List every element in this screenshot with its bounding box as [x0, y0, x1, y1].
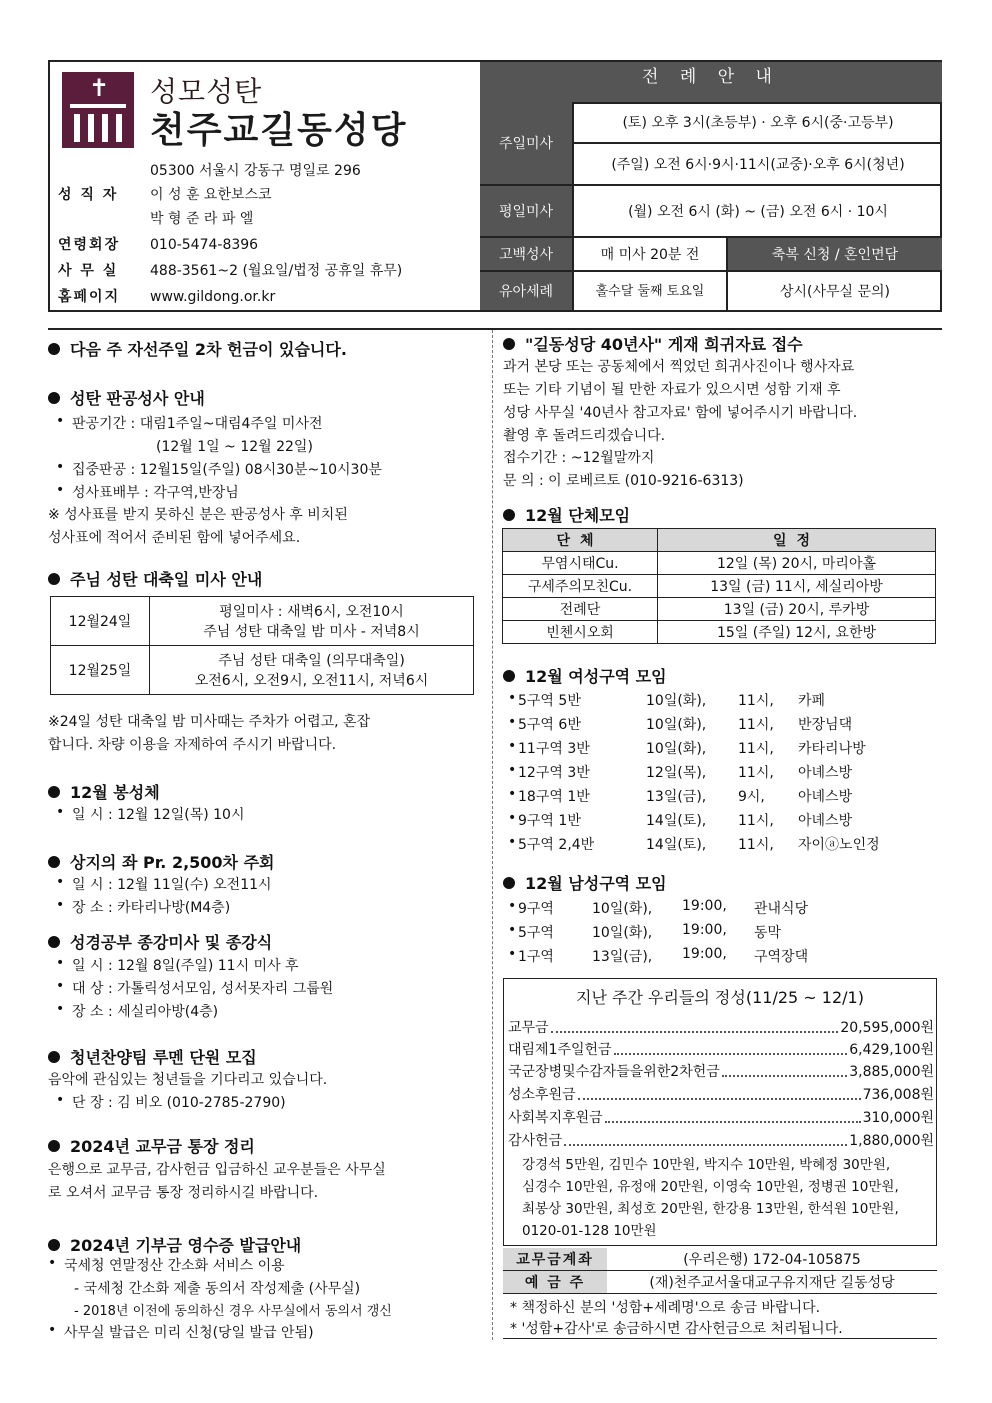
section-bible-study [48, 930, 272, 953]
offering-name: 성소후원금 [508, 1087, 576, 1103]
date: 10일(화), [646, 741, 707, 757]
section-second-collection [48, 337, 347, 360]
remit-note-1: * 책정하신 분의 '성함+세례명'으로 송금 바랍니다. [510, 1300, 821, 1316]
remit-note-2: * '성함+감사'로 송금하시면 감사헌금으로 처리됩니다. [510, 1321, 843, 1337]
time: 11시, [738, 837, 774, 853]
xmas-date: 12월25일 [51, 646, 150, 695]
table-row [51, 646, 474, 695]
offering-amount: 310,000원 [862, 1110, 934, 1126]
bullet-icon [48, 786, 60, 798]
thanks-line-4: 0120-01-128 10만원 [522, 1223, 657, 1239]
time: 11시, [738, 741, 774, 757]
time: 19:00, [682, 946, 727, 962]
section-women-zones [503, 664, 667, 687]
zone: 5구역 5반 [518, 693, 581, 709]
table-header [503, 529, 936, 552]
time: 19:00, [682, 922, 727, 938]
bullet-icon [48, 856, 60, 868]
thanks-line-3: 최봉상 30만원, 최성호 20만원, 한강용 13만원, 한석원 10만원, [522, 1201, 899, 1217]
section-title: 12월 단체모임 [525, 506, 631, 525]
receipt-line-2: - 국세청 간소화 제출 동의서 작성제출 (사무실) [74, 1281, 361, 1297]
time: 11시, [738, 717, 774, 733]
holder-value: (재)천주교서울대교구유지재단 길동성당 [649, 1275, 895, 1291]
legion-time: • 일 시 : 12월 11일(수) 오전11시 [72, 874, 272, 894]
offering-row [508, 1017, 934, 1037]
weekday-mass-line: (월) 오전 6시 (화) ~ (금) 오전 6시 · 10시 [572, 186, 942, 238]
offering-name: 대림제1주일헌금 [508, 1042, 612, 1058]
history-line-2: 또는 기타 기념이 될 만한 자료가 있으시면 성함 기재 후 [503, 382, 841, 398]
priest-name-1: 이 성 훈 요한보스코 [150, 187, 272, 203]
priest-name-2: 박 형 준 라 파 엘 [150, 211, 254, 227]
footer-rule [503, 1338, 937, 1339]
date: 13일(금), [592, 949, 653, 965]
date: 14일(토), [646, 837, 707, 853]
section-title: 청년찬양팀 루멘 단원 모집 [70, 1048, 257, 1067]
office-label: 사 무 실 [58, 263, 119, 279]
section-communion [48, 780, 160, 803]
table-row [503, 552, 936, 575]
place: 반장님댁 [798, 717, 853, 733]
church-info [50, 62, 480, 310]
confession-value: 매 미사 20분 전 [572, 238, 726, 272]
holder-label: 예 금 주 [503, 1271, 607, 1294]
bible-place: • 장 소 : 세실리아방(4층) [72, 1001, 218, 1021]
section-legion [48, 850, 275, 873]
priest-row [58, 184, 272, 204]
time: 11시, [738, 693, 774, 709]
column-divider [492, 330, 493, 1340]
legion-place: • 장 소 : 카타리나방(M4층) [72, 897, 230, 917]
bullet-icon [48, 1051, 60, 1063]
offering-amount: 6,429,100원 [849, 1042, 934, 1058]
homepage-row [58, 286, 275, 306]
table-row [503, 621, 936, 644]
baptism-note: 상시(사무실 문의) [726, 272, 942, 310]
offering-name: 국군장병및수감자들을위한2차헌금 [508, 1064, 720, 1080]
xmas-line: 주님 성탄 대축일 밤 미사 - 저녁8시 [203, 624, 420, 640]
offering-title: 지난 주간 우리들의 정성(11/25 ~ 12/1) [576, 988, 864, 1007]
choir-leader: • 단 장 : 김 비오 (010-2785-2790) [72, 1092, 286, 1112]
council-phone: 010-5474-8396 [150, 237, 259, 253]
offering-name: 감사헌금 [508, 1133, 563, 1149]
baptism-label: 유아세례 [480, 272, 572, 310]
xmas-date: 12월24일 [51, 597, 150, 646]
bulletin-header [48, 60, 942, 312]
sunday-mass-line1: (토) 오후 3시(초등부) · 오후 6시(중·고등부) [572, 102, 942, 144]
account-label: 교무금계좌 [503, 1248, 607, 1271]
section-title: 성탄 판공성사 안내 [70, 389, 205, 408]
offering-amount: 20,595,000원 [840, 1020, 934, 1036]
time: 11시, [738, 813, 774, 829]
date: 10일(화), [646, 693, 707, 709]
col-group: 단체 [503, 529, 658, 552]
table-row [51, 597, 474, 646]
group-name: 무염시태Cu. [503, 552, 658, 575]
zone: 5구역 [518, 925, 554, 941]
place: 카페 [798, 693, 826, 709]
history-line-1: 과거 본당 또는 공동체에서 찍었던 희귀사진이나 행사자료 [503, 359, 855, 375]
thanks-line-2: 심경수 10만원, 유정애 20만원, 이영숙 10만원, 정병권 10만원, [522, 1179, 899, 1195]
table-row [503, 575, 936, 598]
passbook-line-1: 은행으로 교무금, 감사헌금 입금하신 교우분들은 사무실 [48, 1162, 386, 1178]
place: 관내식당 [754, 901, 809, 917]
time: 11시, [738, 765, 774, 781]
homepage-link[interactable]: www.gildong.or.kr [150, 289, 276, 305]
history-line-3: 성당 사무실 '40년사 참고자료' 함에 넣어주시기 바랍니다. [503, 405, 858, 421]
xmas-line: 주님 성탄 대축일 (의무대축일) [218, 653, 405, 669]
date: 12일(목), [646, 765, 707, 781]
section-group-meetings [503, 503, 630, 526]
bullet-icon [503, 670, 515, 682]
group-when: 15일 (주일) 12시, 요한방 [658, 621, 936, 644]
section-40th-history [503, 332, 803, 355]
group-name: 전례단 [503, 598, 658, 621]
place: 카타리나방 [798, 741, 866, 757]
offering-box [503, 978, 937, 1246]
bullet-icon [503, 509, 515, 521]
offering-row [508, 1130, 934, 1150]
bullet-icon [48, 1239, 60, 1251]
zone: 5구역 6반 [518, 717, 581, 733]
zone: 5구역 2,4반 [518, 837, 595, 853]
section-title: 상지의 좌 Pr. 2,500차 주회 [70, 853, 275, 872]
section-christmas-mass [48, 567, 262, 590]
history-line-5: 접수기간 : ~12월말까지 [503, 450, 655, 466]
offering-amount: 1,880,000원 [849, 1133, 934, 1149]
christmas-mass-table [50, 596, 474, 695]
section-receipt [48, 1233, 301, 1256]
offering-name: 사회복지후원금 [508, 1110, 603, 1126]
communion-time: • 일 시 : 12월 12일(목) 10시 [72, 804, 244, 824]
group-when: 12일 (목) 20시, 마리아홀 [658, 552, 936, 575]
offering-amount: 3,885,000원 [849, 1064, 934, 1080]
section-passbook [48, 1134, 255, 1157]
table-row [503, 1271, 937, 1294]
group-name: 구세주의모친Cu. [503, 575, 658, 598]
zone: 11구역 3반 [518, 741, 590, 757]
zone: 18구역 1반 [518, 789, 590, 805]
church-pillars-icon [70, 104, 126, 142]
zone: 1구역 [518, 949, 554, 965]
xmas-times [150, 597, 474, 646]
sunday-mass-line2: (주일) 오전 6시·9시·11시(교중)·오후 6시(청년) [572, 144, 942, 186]
church-logo [62, 72, 134, 148]
xmas-line: 오전6시, 오전9시, 오전11시, 저녁6시 [194, 673, 429, 689]
account-value: (우리은행) 172-04-105875 [683, 1252, 861, 1268]
offering-row [508, 1084, 934, 1104]
account-table [503, 1248, 937, 1294]
confession-note-2: 성사표에 적어서 준비된 함에 넣어주세요. [48, 530, 301, 546]
church-subtitle: 성모성탄 [150, 75, 263, 108]
place: 아녜스방 [798, 813, 853, 829]
priest-row-2 [58, 208, 253, 228]
place: 아녜스방 [798, 789, 853, 805]
sunday-mass-label: 주일미사 [480, 102, 572, 186]
blessing-request: 축복 신청 / 혼인면담 [726, 238, 942, 272]
confession-note-1: ※ 성사표를 받지 못하신 분은 판공성사 후 비치된 [48, 507, 348, 523]
date: 14일(토), [646, 813, 707, 829]
baptism-value: 홀수달 둘째 토요일 [572, 272, 726, 310]
offering-row [508, 1039, 934, 1059]
section-title: 12월 여성구역 모임 [525, 667, 667, 686]
choir-desc: 음악에 관심있는 청년들을 기다리고 있습니다. [48, 1072, 328, 1088]
priest-label: 성 직 자 [58, 187, 119, 203]
group-when: 13일 (금) 20시, 루카방 [658, 598, 936, 621]
zone: 9구역 [518, 901, 554, 917]
offering-row [508, 1107, 934, 1127]
place: 구역장댁 [754, 949, 809, 965]
church-address: 05300 서울시 강동구 명일로 296 [150, 163, 361, 179]
xmas-times [150, 646, 474, 695]
cross-icon: ✝ [89, 74, 110, 102]
section-men-zones [503, 871, 667, 894]
bullet-icon [48, 343, 60, 355]
offering-amount: 736,008원 [862, 1087, 934, 1103]
xmas-line: 평일미사 : 새벽6시, 오전10시 [219, 604, 404, 620]
offering-row [508, 1061, 934, 1081]
receipt-line-3: - 2018년 이전에 동의하신 경우 사무실에서 동의서 갱신 [74, 1304, 392, 1319]
receipt-line-1: • 국세청 연말정산 간소화 서비스 이용 [64, 1255, 285, 1275]
section-title: 12월 남성구역 모임 [525, 874, 667, 893]
section-title: 2024년 기부금 영수증 발급안내 [70, 1236, 302, 1255]
council-row [58, 234, 258, 254]
place: 아녜스방 [798, 765, 853, 781]
time: 19:00, [682, 898, 727, 914]
bullet-icon [48, 936, 60, 948]
liturgy-schedule [480, 62, 940, 310]
date: 10일(화), [592, 901, 653, 917]
bullet-icon [48, 573, 60, 585]
confession-label: 고백성사 [480, 238, 572, 272]
section-title: 주님 성탄 대축일 미사 안내 [70, 570, 263, 589]
zone: 9구역 1반 [518, 813, 581, 829]
col-schedule: 일정 [658, 529, 936, 552]
council-label: 연령회장 [58, 237, 121, 253]
confession-dates: (12월 1일 ~ 12월 22일) [156, 439, 313, 455]
homepage-label: 홈페이지 [58, 289, 121, 305]
confession-period: • 판공기간 : 대림1주일~대림4주일 미사전 [72, 413, 322, 433]
zone: 12구역 3반 [518, 765, 590, 781]
offering-name: 교무금 [508, 1020, 549, 1036]
group-meeting-table [502, 528, 936, 644]
parking-note-1: ※24일 성탄 대축일 밤 미사때는 주차가 어렵고, 혼잡 [48, 714, 371, 730]
confession-ticket: • 성사표배부 : 각구역,반장님 [72, 482, 239, 502]
group-name: 빈첸시오회 [503, 621, 658, 644]
place: 자이ⓐ노인정 [798, 837, 880, 853]
history-contact: 문 의 : 이 로베르토 (010-9216-6313) [503, 473, 744, 489]
date: 10일(화), [592, 925, 653, 941]
group-when: 13일 (금) 11시, 세실리아방 [658, 575, 936, 598]
section-choir-recruit [48, 1045, 257, 1068]
section-title: 2024년 교무금 통장 정리 [70, 1137, 255, 1156]
bullet-icon [503, 338, 515, 350]
bullet-icon [503, 877, 515, 889]
date: 10일(화), [646, 717, 707, 733]
receipt-line-4: • 사무실 발급은 미리 신청(당일 발급 안됨) [64, 1322, 314, 1342]
parking-note-2: 합니다. 차량 이용을 자제하여 주시기 바랍니다. [48, 737, 337, 753]
section-christmas-confession [48, 386, 205, 409]
office-row [58, 260, 402, 280]
weekday-mass-label: 평일미사 [480, 186, 572, 238]
history-line-4: 촬영 후 돌려드리겠습니다. [503, 428, 666, 444]
table-row [503, 598, 936, 621]
bullet-icon [48, 1140, 60, 1152]
divider [48, 328, 942, 330]
section-title: 성경공부 종강미사 및 종강식 [70, 933, 273, 952]
bible-time: • 일 시 : 12월 8일(주일) 11시 미사 후 [72, 955, 299, 975]
bullet-icon [48, 392, 60, 404]
section-title: "길동성당 40년사" 게재 희귀자료 접수 [525, 335, 803, 354]
place: 동막 [754, 925, 782, 941]
section-title: 다음 주 자선주일 2차 헌금이 있습니다. [70, 340, 347, 359]
office-phone: 488-3561~2 (월요일/법정 공휴일 휴무) [150, 263, 403, 279]
church-name: 천주교길동성당 [150, 110, 408, 151]
date: 13일(금), [646, 789, 707, 805]
passbook-line-2: 로 오셔서 교무금 통장 정리하시길 바랍니다. [48, 1185, 319, 1201]
confession-focus: • 집중판공 : 12월15일(주일) 08시30분~10시30분 [72, 459, 382, 479]
bible-target: • 대 상 : 가톨릭성서모임, 성서못자리 그룹원 [72, 978, 333, 998]
thanks-line-1: 강경석 5만원, 김민수 10만원, 박지수 10만원, 박혜정 30만원, [522, 1157, 891, 1173]
schedule-title: 전 례 안 내 [480, 62, 942, 104]
section-title: 12월 봉성체 [70, 783, 160, 802]
time: 9시, [738, 789, 765, 805]
table-row [503, 1248, 937, 1271]
